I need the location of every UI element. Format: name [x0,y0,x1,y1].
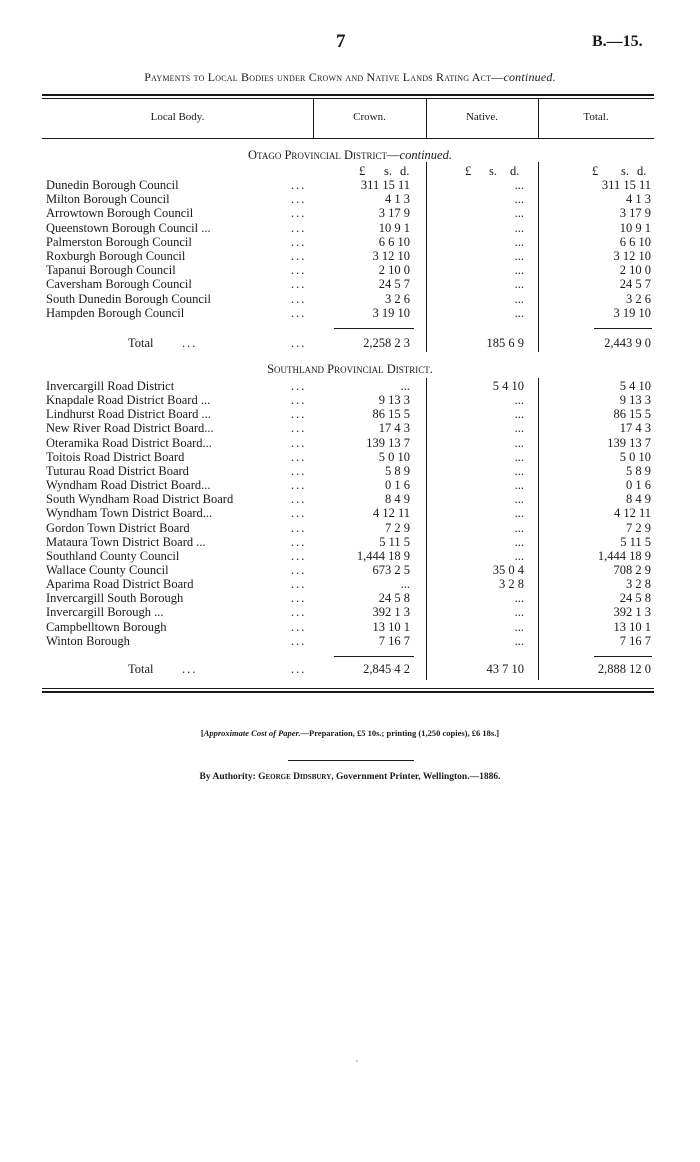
native-amount: ... [514,506,524,521]
table-row [0,464,700,479]
table-row [0,535,700,550]
leader-dots: ... [291,249,307,263]
table-row [0,221,700,236]
total-amount: 8 4 9 [626,492,651,507]
total-amount: 4 12 11 [613,506,651,521]
total-amount: 6 6 10 [619,234,651,249]
table-row [0,393,700,408]
local-body-name: Tapanui Borough Council [46,263,176,278]
local-body-name: Hampden Borough Council [46,305,185,320]
native-pence-unit: d. [510,164,520,178]
otago-sum-rule-total [594,328,652,329]
table-row [0,492,700,507]
native-amount: ... [514,520,524,535]
total-amount: 10 9 1 [619,220,651,235]
crown-amount: ... [400,577,410,592]
leader-dots: ... [291,291,307,306]
table-bottom-rule-thin [42,688,654,689]
total-amount: 2 10 0 [619,263,651,278]
total-native: 43 7 10 [486,662,524,676]
column-header-local-body: Local Body. [150,111,205,123]
leader-dots: ... [291,178,307,192]
cost-label: Approximate Cost of Paper. [203,728,301,738]
table-row [0,436,700,451]
table-row [0,306,700,321]
total-amount: 4 1 3 [626,192,651,207]
otago-sum-rule-crown [334,328,414,329]
local-body-name: Gordon Town District Board [46,520,190,535]
southland-sum-rule-crown [334,656,414,657]
table-row [0,591,700,606]
page-title [0,70,700,85]
native-amount: ... [514,534,524,549]
local-body-name: Aparima Road District Board [46,577,194,592]
leader-dots: ... [291,206,307,221]
native-amount: ... [514,591,524,606]
native-amount: ... [514,548,524,563]
total-crown: 2,845 4 2 [363,662,410,676]
crown-amount: 0 1 6 [385,478,410,493]
native-amount: ... [514,393,524,408]
local-body-name: Mataura Town District Board ... [46,534,206,549]
total-amount: 311 15 11 [601,178,651,192]
local-body-name: Wyndham Town District Board... [46,506,213,521]
table-row [0,379,700,394]
total-native: 185 6 9 [486,336,524,350]
local-body-name: New River Road District Board... [46,421,214,436]
total-amount: 3 2 8 [626,577,651,592]
local-body-name: South Dunedin Borough Council [46,291,211,306]
table-row [0,577,700,592]
native-amount: ... [514,463,524,478]
total-amount: 86 15 5 [613,407,651,422]
total-amount: 392 1 3 [613,605,651,620]
crown-amount: 5 11 5 [379,534,410,549]
crown-amount: 3 19 10 [372,305,410,320]
leader-dots: ... [291,449,307,464]
leader-dots: ... [291,577,307,592]
leader-dots: ... [291,421,307,436]
native-amount: 3 2 8 [499,577,524,592]
native-amount: ... [514,249,524,263]
total-pound-unit: £ [592,164,599,178]
table-row [0,277,700,292]
crown-amount: 139 13 7 [366,435,410,450]
local-body-name: Southland County Council [46,548,180,563]
local-body-name: Palmerston Borough Council [46,234,192,249]
crown-amount: 5 8 9 [385,463,410,478]
leader-dots: ... [291,562,307,577]
local-body-name: Queenstown Borough Council ... [46,220,211,235]
native-amount: ... [514,263,524,278]
total-amount: 3 12 10 [613,249,651,263]
local-body-name: Arrowtown Borough Council [46,206,194,221]
total-crown: 2,258 2 3 [363,336,410,350]
table-row [0,506,700,521]
native-amount: ... [514,478,524,493]
crown-amount: 1,444 18 9 [356,548,410,563]
leader-dots: ... [291,534,307,549]
column-header-native: Native. [465,111,499,123]
native-amount: ... [514,178,524,192]
title-continued: continued. [503,70,556,84]
leader-dots: ... [291,220,307,235]
leader-dots: ... [291,506,307,521]
footer-divider [288,760,414,761]
paper-speck [356,1060,358,1062]
leader-dots: ... [182,336,198,350]
crown-amount: 673 2 5 [372,562,410,577]
leader-dots: ... [291,435,307,450]
table-bottom-rule [42,691,654,693]
native-amount: ... [514,220,524,235]
crown-amount: 7 16 7 [378,633,410,648]
total-amount: 5 8 9 [626,463,651,478]
native-amount: ... [514,234,524,249]
total-amount: 3 2 6 [626,291,651,306]
otago-heading-main: Otago Provincial District— [248,148,400,162]
crown-amount: 3 2 6 [385,291,410,306]
leader-dots: ... [291,393,307,408]
otago-heading [0,148,700,163]
crown-amount: 9 13 3 [378,393,410,408]
total-amount: 7 16 7 [619,633,651,648]
native-amount: ... [514,605,524,620]
local-body-name: Milton Borough Council [46,192,170,207]
native-amount: ... [514,449,524,464]
table-row [0,235,700,250]
total-pence-unit: d. [637,164,647,178]
authority-prefix: By Authority: [199,772,256,782]
local-body-name: Knapdale Road District Board ... [46,393,211,408]
total-amount: 24 5 7 [619,277,651,292]
local-body-name: Wyndham Road District Board... [46,478,211,493]
local-body-name: Winton Borough [46,633,130,648]
table-row [0,178,700,193]
total-amount: 24 5 8 [619,591,651,606]
leader-dots: ... [291,492,307,507]
total-amount: 5 4 10 [619,379,651,393]
leader-dots: ... [291,605,307,620]
table-row [0,605,700,620]
printer-suffix: Government Printer, Wellington.—1886. [336,772,501,782]
table-row [0,292,700,307]
crown-amount: 24 5 7 [378,277,410,292]
leader-dots: ... [291,263,307,278]
local-body-name: Lindhurst Road District Board ... [46,407,211,422]
page-number: 7 [336,31,346,52]
table-row [0,620,700,635]
table-row [0,450,700,465]
table-row [0,478,700,493]
crown-amount: 13 10 1 [372,619,410,634]
local-body-name: Roxburgh Borough Council [46,249,186,263]
local-body-name: Invercargill South Borough [46,591,184,606]
total-label: Total [128,336,154,350]
total-amount: 3 17 9 [619,206,651,221]
crown-amount: 7 2 9 [385,520,410,535]
southland-total-row [0,662,700,677]
leader-dots: ... [291,407,307,422]
table-row [0,192,700,207]
printer-name: George Didsbury, [258,772,334,782]
local-body-name: Toitois Road District Board [46,449,185,464]
leader-dots: ... [182,662,198,676]
native-amount: ... [514,492,524,507]
leader-dots: ... [291,463,307,478]
table-row [0,263,700,278]
crown-amount: 4 1 3 [385,192,410,207]
table-top-rule [42,94,654,96]
native-amount: ... [514,619,524,634]
leader-dots: ... [291,591,307,606]
leader-dots: ... [291,305,307,320]
native-amount: 35 0 4 [492,562,524,577]
crown-amount: 3 17 9 [378,206,410,221]
crown-amount: 4 12 11 [372,506,410,521]
table-row [0,421,700,436]
leader-dots: ... [291,277,307,292]
southland-heading: Southland Provincial District. [267,362,433,376]
local-body-name: Oteramika Road District Board... [46,435,212,450]
native-amount: ... [514,435,524,450]
total-amount: 13 10 1 [613,619,651,634]
crown-amount: 86 15 5 [372,407,410,422]
header-bottom-rule [42,138,654,139]
printer-imprint [0,772,700,782]
leader-dots: ... [291,548,307,563]
native-amount: ... [514,421,524,436]
native-amount: ... [514,277,524,292]
crown-shilling-unit: s. [384,164,392,178]
total-label: Total [128,662,154,676]
total-total: 2,443 9 0 [604,336,651,350]
crown-amount: 5 0 10 [378,449,410,464]
native-amount: ... [514,305,524,320]
crown-amount: 311 15 11 [360,178,410,192]
total-amount: 9 13 3 [619,393,651,408]
native-amount: ... [514,291,524,306]
total-amount: 139 13 7 [607,435,651,450]
native-amount: ... [514,407,524,422]
leader-dots: ... [291,520,307,535]
total-amount: 5 0 10 [619,449,651,464]
local-body-name: Tuturau Road District Board [46,463,189,478]
native-amount: ... [514,633,524,648]
native-amount: ... [514,206,524,221]
table-row [0,521,700,536]
total-amount: 3 19 10 [613,305,651,320]
otago-total-row [0,336,700,351]
otago-heading-continued: continued. [399,148,452,162]
table-top-rule-thin [42,98,654,99]
crown-pence-unit: d. [400,164,410,178]
table-row [0,563,700,578]
local-body-name: South Wyndham Road District Board [46,492,234,507]
table-row [0,206,700,221]
total-amount: 1,444 18 9 [597,548,651,563]
crown-amount: 17 4 3 [378,421,410,436]
crown-amount: 8 4 9 [385,492,410,507]
native-amount: 5 4 10 [492,379,524,393]
leader-dots: ... [291,633,307,648]
local-body-name: Invercargill Road District [46,379,175,393]
cost-open: [ [200,728,204,738]
column-header-crown: Crown. [353,111,386,123]
total-shilling-unit: s. [621,164,629,178]
table-row [0,549,700,564]
local-body-name: Dunedin Borough Council [46,178,179,192]
crown-amount: 6 6 10 [378,234,410,249]
leader-dots: ... [291,619,307,634]
crown-amount: ... [400,379,410,393]
total-amount: 5 11 5 [620,534,651,549]
leader-dots: ... [291,662,307,676]
table-row [0,407,700,422]
total-amount: 0 1 6 [626,478,651,493]
leader-dots: ... [291,192,307,207]
leader-dots: ... [291,336,307,350]
leader-dots: ... [291,478,307,493]
crown-amount: 2 10 0 [378,263,410,278]
local-body-name: Campbelltown Borough [46,619,167,634]
total-amount: 7 2 9 [626,520,651,535]
crown-pound-unit: £ [359,164,366,178]
crown-amount: 24 5 8 [378,591,410,606]
crown-amount: 10 9 1 [378,220,410,235]
crown-amount: 3 12 10 [372,249,410,263]
table-row [0,249,700,264]
native-shilling-unit: s. [489,164,497,178]
total-total: 2,888 12 0 [597,662,651,676]
local-body-name: Caversham Borough Council [46,277,192,292]
leader-dots: ... [291,379,307,393]
total-amount: 17 4 3 [619,421,651,436]
cost-footnote [0,728,700,738]
local-body-name: Wallace County Council [46,562,169,577]
native-pound-unit: £ [465,164,472,178]
document-code: B.—15. [592,33,643,50]
crown-amount: 392 1 3 [372,605,410,620]
column-header-total: Total. [583,111,609,123]
native-amount: ... [514,192,524,207]
title-main: Payments to Local Bodies under Crown and Native Lands Rating Act— [144,70,504,84]
local-body-name: Invercargill Borough ... [46,605,164,620]
southland-sum-rule-total [594,656,652,657]
leader-dots: ... [291,234,307,249]
table-row [0,634,700,649]
total-amount: 708 2 9 [613,562,651,577]
cost-text: —Preparation, £5 10s.; printing (1,250 copies), £6 18s.] [300,728,500,738]
